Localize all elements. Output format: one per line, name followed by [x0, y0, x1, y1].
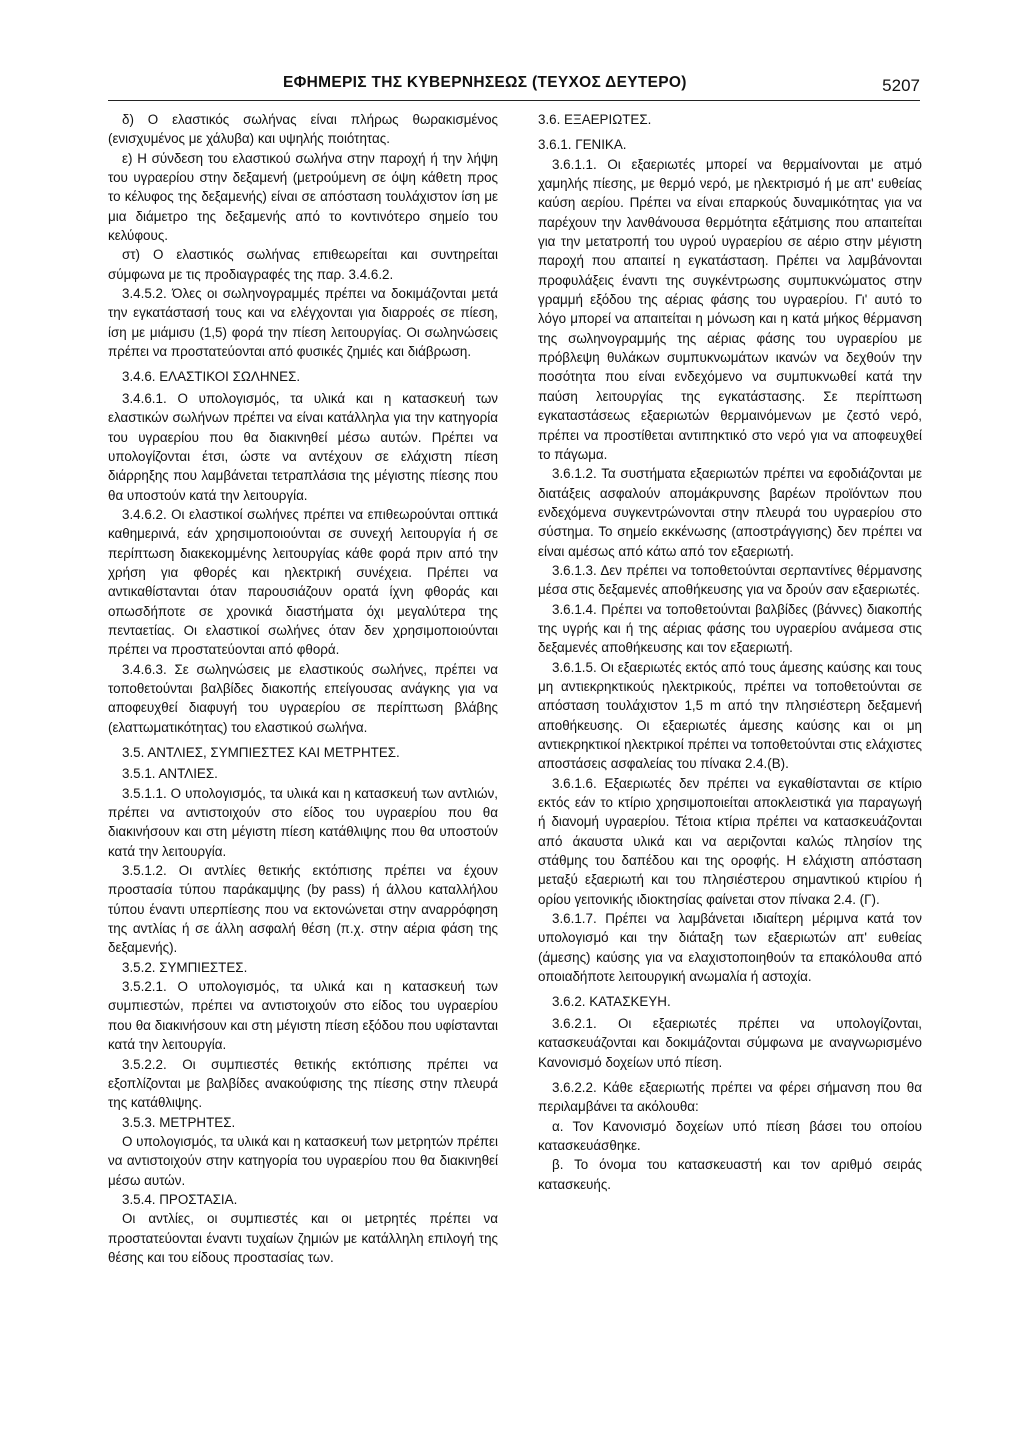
paragraph-3-6-1-2: 3.6.1.2. Τα συστήματα εξαεριωτών πρέπει να εφοδιάζονται με διατάξεις ασφαλούν απομάκρυνσης βαρέων προϊόντων που ενδεχόμενα συγκεντρώνονται στην πλευρά του υγραερίου στο σύστημα. Το σημείο εκκένωσης (αποστράγγισης) δεν πρέπει να είναι αμέσως από κάτω από τον εξαεριωτή.: [538, 466, 922, 559]
paragraph-3-6-1-4: 3.6.1.4. Πρέπει να τοποθετούνται βαλβίδες (βάννες) διακοπής της υγρής και ή της αέριας φάσης του υγραερίου ανάμεσα στις δεξαμενές αποθήκευσης και τον εξαεριωτή.: [538, 601, 922, 656]
paragraph-3-6-1-5: 3.6.1.5. Οι εξαεριωτές εκτός από τους άμεσης καύσης και τους μη αντιεκρηκτικούς ηλεκτρικούς, πρέπει να τοποθετούνται σε απόσταση τουλάχιστον 1,5 m από την πλησιέστερη δεξαμενή αποθήκευσης. Οι εξαεριωτές άμεσης καύσης και οι μη αντιεκρηκτικοί ηλεκτρικοί πρέπει να τοποθετούνται στις ελάχιστες αποστάσεις ασφαλείας του πίνακα 2.4.(Β).: [538, 659, 922, 772]
left-column: [108, 110, 498, 1267]
page-number: 5207: [882, 76, 920, 95]
heading-3-5-4: 3.5.4. ΠΡΟΣΤΑΣΙΑ.: [122, 1191, 238, 1207]
heading-3-5-2: 3.5.2. ΣΥΜΠΙΕΣΤΕΣ.: [122, 959, 248, 975]
paragraph-3-5-4: Οι αντλίες, οι συμπιεστές και οι μετρητές πρέπει να προστατεύονται έναντι τυχαίων ζημιών με κατάλληλη επιλογή της θέσης και του είδους προστασίας των.: [108, 1211, 498, 1265]
paragraph-3-4-6-1: 3.4.6.1. Ο υπολογισμός, τα υλικά και η κατασκευή των ελαστικών σωλήνων πρέπει να είναι κατάλληλα για την κατηγορία του υγραερίου που θα διακινηθεί μέσω αυτών. Πρέπει να υπολογίζονται έτσι, ώστε να αντέχουν σε ελάχιστη πίεση διάρρηξης που λαμβάνεται τετραπλάσια της μέγιστης πίεσης που θα υποστούν κατά την λειτουργία.: [108, 390, 498, 503]
paragraph-3-5-2-2: 3.5.2.2. Οι συμπιεστές θετικής εκτόπισης πρέπει να εξοπλίζονται με βαλβίδες ανακούφισης της πίεσης στην πλευρά της κατάθλιψης.: [108, 1056, 498, 1111]
gazette-title: ΕΦΗΜΕΡΙΣ ΤΗΣ ΚΥΒΕΡΝΗΣΕΩΣ (ΤΕΥΧΟΣ ΔΕΥΤΕΡΟ): [283, 74, 687, 91]
heading-3-4-6: 3.4.6. ΕΛΑΣΤΙΚΟΙ ΣΩΛΗΝΕΣ.: [122, 369, 301, 385]
list-item-alpha: α. Τον Κανονισμό δοχείων υπό πίεση βάσει του οποίου κατασκευάσθηκε.: [538, 1118, 922, 1153]
paragraph-delta: δ) Ο ελαστικός σωλήνας είναι πλήρως θωρακισμένος (ενισχυμένος με χάλυβα) και υψηλής ποιότητας.: [108, 112, 498, 147]
page-header: [108, 70, 920, 101]
paragraph-3-6-1-6: 3.6.1.6. Εξαεριωτές δεν πρέπει να εγκαθίστανται σε κτίριο εκτός εάν το κτίριο χρησιμοποιείται αποκλειστικά για παραγωγή ή διανομή υγραερίου. Τέτοια κτίρια πρέπει να κατασκευάζονται από άκαυστα υλικά και να αεριζονται καλώς πλησίον της στάθμης του δαπέδου και της οροφής. Η ελάχιστη απόσταση μεταξύ εξαεριωτή και του πλησιέστερου σημαντικού κτιρίου ή ορίου γειτονικής ιδιοκτησίας φαίνεται στον πίνακα 2.4. (Γ).: [538, 775, 922, 907]
list-item-beta: β. Το όνομα του κατασκευαστή και τον αριθμό σειράς κατασκευής.: [538, 1157, 922, 1192]
heading-3-5-1: 3.5.1. ΑΝΤΛΙΕΣ.: [122, 766, 218, 782]
heading-3-6: 3.6. ΕΞΑΕΡΙΩΤΕΣ.: [538, 112, 652, 127]
paragraph-3-6-1-3: 3.6.1.3. Δεν πρέπει να τοποθετούνται σερπαντίνες θέρμανσης μέσα στις δεξαμενές αποθήκευσης για να δρούν σαν εξαεριωτές.: [538, 562, 922, 598]
heading-3-5-3: 3.5.3. ΜΕΤΡΗΤΕΣ.: [122, 1114, 236, 1130]
paragraph-3-4-6-3: 3.4.6.3. Σε σωληνώσεις με ελαστικούς σωλήνες, πρέπει να τοποθετούνται βαλβίδες διακοπής επείγουσας ανάγκης για να αποφευχθεί διαφυγή του υγραερίου σε περίπτωση βλάβης (ελαττωματικότητας) του ελαστικού σωλήνα.: [108, 661, 498, 735]
paragraph-3-5-1-2: 3.5.1.2. Οι αντλίες θετικής εκτόπισης πρέπει να έχουν προστασία τύπου παράκαμψης (by pass) ή άλλου καταλλήλου τύπου έναντι υπερπίεσης που να εκτονώνεται στην αναρρόφηση της αντλίας ή σε άλλη ασφαλή θέση (π.χ. στην αέρια φάση της δεξαμενής).: [108, 863, 498, 956]
paragraph-3-4-6-2: 3.4.6.2. Οι ελαστικοί σωλήνες πρέπει να επιθεωρούνται οπτικά καθημερινά, εάν χρησιμοποιούνται σε συνεχή λειτουργία ή σε περίπτωση διακεκομμένης λειτουργίας κάθε φορά πριν από την χρήση για φθορές και ηλεκτρική συνέχεια. Πρέπει να αντικαθίστανται όταν παρουσιάζουν ορατά ίχνη φθοράς και οπωσδήποτε σε χρονικά διαστήματα όχι μεγαλύτερα της πενταετίας. Οι ελαστικοί σωλήνες όταν δεν χρησιμοποιούνται πρέπει να προστατεύονται από φθορά.: [108, 506, 498, 658]
paragraph-3-5-3: Ο υπολογισμός, τα υλικά και η κατασκευή των μετρητών πρέπει να αντιστοιχούν στην κατηγορία του υγραερίου που θα διακινηθεί μέσω αυτών.: [108, 1133, 498, 1188]
paragraph-3-6-1-1: 3.6.1.1. Οι εξαεριωτές μπορεί να θερμαίνονται με ατμό χαμηλής πίεσης, με θερμό νερό, με ηλεκτρισμό ή με απ' ευθείας καύση αερίου. Πρέπει να είναι επαρκούς δυναμικότητας για να παρέχουν την λανθάνουσα θερμότητα εξάτμισης που απαιτείται για την μετατροπή του υγρού υγραερίου σε αέριο στην μέγιστη παροχή που απαιτεί η εγκατάσταση. Πρέπει να λαμβάνονται προφυλάξεις έναντι της συγκέντρωσης συμπυκνώματος στην γραμμή εξόδου της αέριας φάσης του υγραερίου. Γι' αυτό το λόγο μπορεί να απαιτείται η μόνωση και η κατά μήκος θέρμανση της σωληνογραμμής της αέριας φάσης του υγραερίου με πρόβλεψη θυλάκων συμπυκνωμάτων ικανών να δεχθούν την ποσότητα που είναι ενδεχόμενο να συμπυκνωθεί κατά την παύση λειτουργίας της εγκατάστασης. Σε περίπτωση εγκαταστάσεως εξαεριωτών θερμαινόμενων με ζεστό νερό, πρέπει να προστίθεται αντιπηκτικό στο νερό για να αποφευχθεί το πάγωμα.: [538, 156, 922, 462]
paragraph-st: στ) Ο ελαστικός σωλήνας επιθεωρείται και συντηρείται σύμφωνα με τις προδιαγραφές της παρ. 3.4.6.2.: [108, 247, 498, 282]
right-column: [538, 110, 922, 1194]
heading-3-6-1: 3.6.1. ΓΕΝΙΚΑ.: [538, 137, 627, 153]
heading-3-6-2: 3.6.2. ΚΑΤΑΣΚΕΥΗ.: [552, 994, 671, 1010]
paragraph-3-6-2-2: 3.6.2.2. Κάθε εξαεριωτής πρέπει να φέρει σήμανση που θα περιλαμβάνει τα ακόλουθα:: [538, 1079, 922, 1115]
heading-3-5: 3.5. ΑΝΤΛΙΕΣ, ΣΥΜΠΙΕΣΤΕΣ ΚΑΙ ΜΕΤΡΗΤΕΣ.: [122, 745, 400, 760]
paragraph-epsilon: ε) Η σύνδεση του ελαστικού σωλήνα στην παροχή ή την λήψη του υγραερίου στην δεξαμενή (μετρούμενη σε όψη κάθετη προς το κέλυφος της δεξαμενής) είναι σε απόσταση τουλάχιστον ίση με μια διάμετρο της δεξαμενής από το κοντινότερο σημείο του κελύφους.: [108, 150, 498, 244]
paragraph-3-4-5-2: 3.4.5.2. Όλες οι σωληνογραμμές πρέπει να δοκιμάζονται μετά την εγκατάστασή τους και να ελέγχονται για διαρροές σε πίεση, ίση με μιάμισυ (1,5) φορά την πίεση λειτουργίας. Οι σωληνώσεις πρέπει να προστατεύονται από φυσικές ζημιές και διάβρωση.: [108, 286, 498, 360]
paragraph-3-6-2-1: 3.6.2.1. Οι εξαεριωτές πρέπει να υπολογίζονται, κατασκευάζονται και δοκιμάζονται σύμφωνα με αναγνωρισμένο Κανονισμό δοχείων υπό πίεση.: [538, 1015, 922, 1070]
paragraph-3-5-2-1: 3.5.2.1. Ο υπολογισμός, τα υλικά και η κατασκευή των συμπιεστών, πρέπει να αντιστοιχούν στο είδος του υγραερίου που θα διακινήσουν και στη μέγιστη πίεση εξόδου που υφίστανται κατά την λειτουργία.: [108, 979, 498, 1053]
paragraph-3-6-1-7: 3.6.1.7. Πρέπει να λαμβάνεται ιδιαίτερη μέριμνα κατά τον υπολογισμό και την διάταξη των εξαεριωτών απ' ευθείας (άμεσης) καύσης για να ελαχιστοποιηθούν τα επακόλουθα από οποιαδήποτε λειτουργική ανωμαλία ή αστοχία.: [538, 911, 922, 985]
paragraph-3-5-1-1: 3.5.1.1. Ο υπολογισμός, τα υλικά και η κατασκευή των αντλιών, πρέπει να αντιστοιχούν στο είδος του υγραερίου που θα διακινήσουν και στη μέγιστη πίεση κατάθλιψης που θα υποστούν κατά την λειτουργία.: [108, 785, 498, 859]
